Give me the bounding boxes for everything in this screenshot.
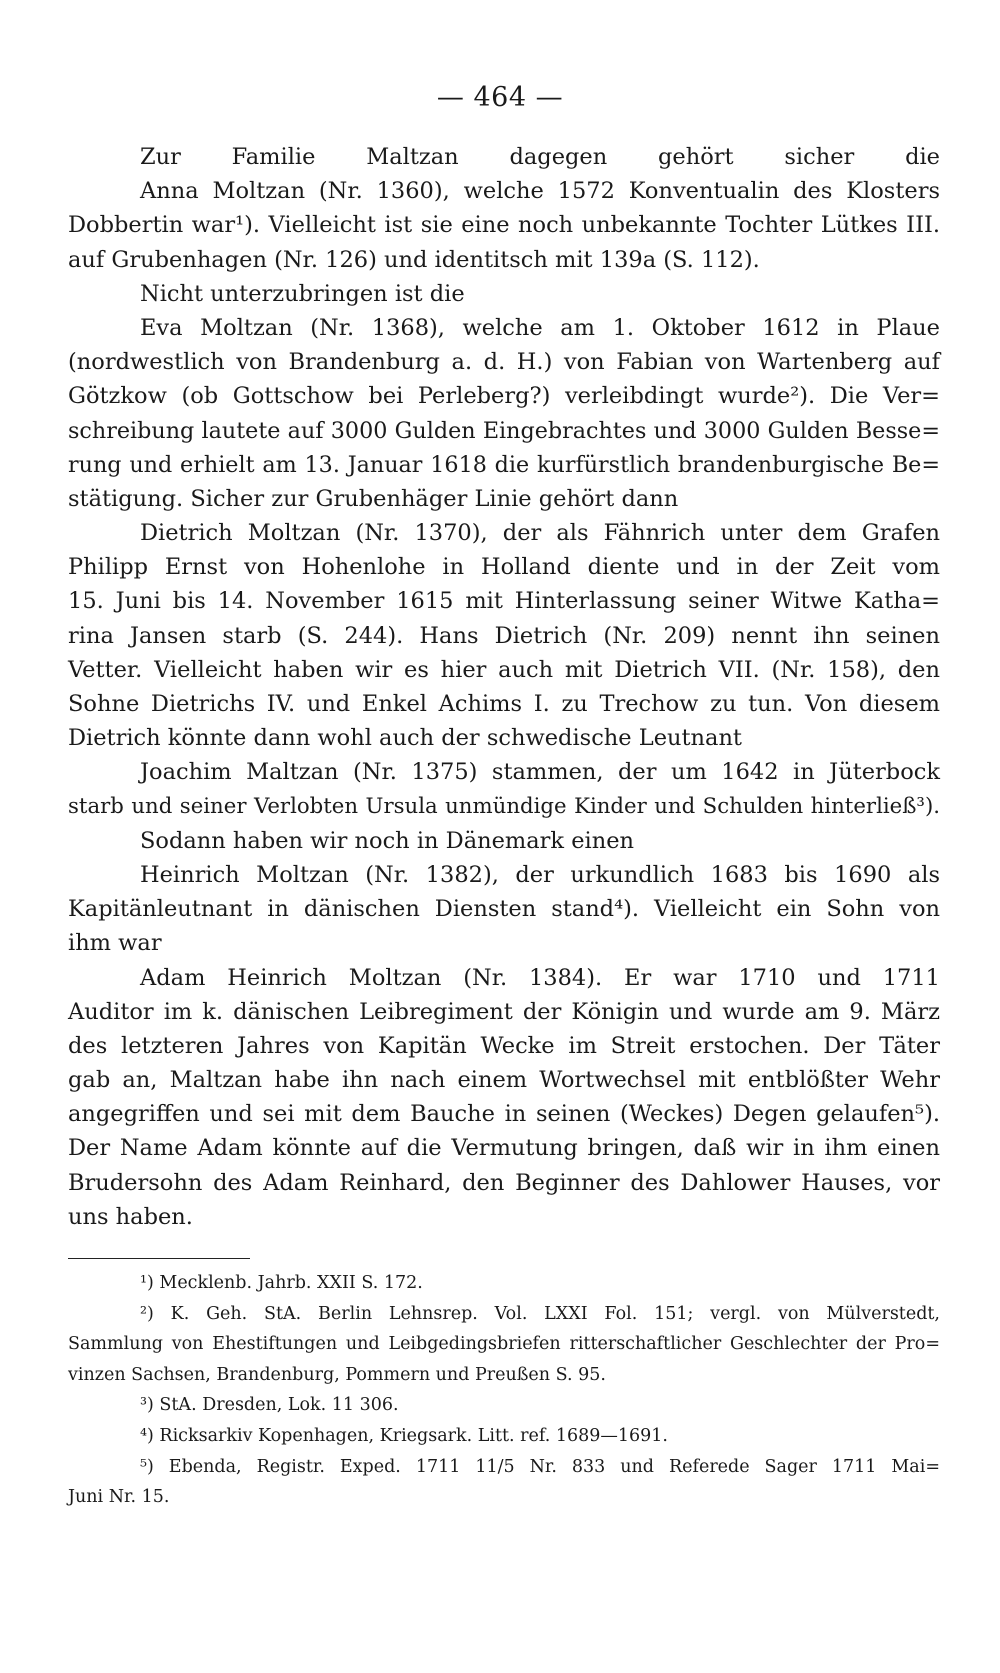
body-line: schreibung lautete auf 3000 Gulden Eingebrachtes und 3000 Gulden Besse=	[68, 417, 940, 444]
body-line: Philipp Ernst von Hohenlohe in Holland diente und in der Zeit vom	[68, 554, 940, 581]
body-text	[68, 140, 940, 1234]
body-line: rung und erhielt am 13. Januar 1618 die kurfürstlich brandenburgische Be=	[68, 451, 940, 478]
footnote-line: ¹) Mecklenb. Jahrb. XXII S. 172.	[140, 1273, 423, 1293]
body-line: angegriffen und sei mit dem Bauche in seinen (Weckes) Degen gelaufen⁵).	[68, 1101, 940, 1128]
footnote-divider	[68, 1258, 250, 1259]
body-line: des letzteren Jahres von Kapitän Wecke im Streit erstochen. Der Täter	[68, 1032, 940, 1059]
body-line: Kapitänleutnant in dänischen Diensten stand⁴). Vielleicht ein Sohn von	[68, 896, 940, 923]
body-line: Joachim Maltzan (Nr. 1375) stammen, der um 1642 in Jüterbock	[140, 759, 940, 786]
body-line: ihm war	[68, 930, 162, 957]
footnote-line: ⁵) Ebenda, Registr. Exped. 1711 11/5 Nr. 833 und Referede Sager 1711 Mai=	[140, 1456, 940, 1477]
body-line: stätigung. Sicher zur Grubenhäger Linie gehört dann	[68, 485, 679, 512]
body-line: Heinrich Moltzan (Nr. 1382), der urkundlich 1683 bis 1690 als	[140, 861, 940, 888]
body-line: 15. Juni bis 14. November 1615 mit Hinterlassung seiner Witwe Katha=	[68, 588, 940, 615]
body-line: Dietrich könnte dann wohl auch der schwedische Leutnant	[68, 725, 742, 752]
body-line: Dobbertin war¹). Vielleicht ist sie eine noch unbekannte Tochter Lütkes III.	[68, 212, 940, 239]
body-line: Vetter. Vielleicht haben wir es hier auch mit Dietrich VII. (Nr. 158), den	[68, 656, 940, 683]
body-line: Auditor im k. dänischen Leibregiment der Königin und wurde am 9. März	[68, 998, 940, 1025]
body-line: rina Jansen starb (S. 244). Hans Dietrich (Nr. 209) nennt ihn seinen	[68, 622, 940, 649]
body-line: starb und seiner Verlobten Ursula unmündige Kinder und Schulden hinterließ³).	[68, 793, 940, 819]
body-line: Zur Familie Maltzan dagegen gehört sicher die	[140, 144, 940, 170]
body-line: Eva Moltzan (Nr. 1368), welche am 1. Oktober 1612 in Plaue	[140, 314, 940, 341]
body-line: auf Grubenhagen (Nr. 126) und identitsch mit 139a (S. 112).	[68, 246, 760, 273]
body-line: Adam Heinrich Moltzan (Nr. 1384). Er war 1710 und 1711	[140, 964, 940, 991]
body-line: gab an, Maltzan habe ihn nach einem Wortwechsel mit entblößter Wehr	[68, 1067, 940, 1094]
body-line: Der Name Adam könnte auf die Vermutung bringen, daß wir in ihm einen	[68, 1135, 940, 1162]
footnote-line: ³) StA. Dresden, Lok. 11 306.	[140, 1395, 399, 1416]
body-line: Sodann haben wir noch in Dänemark einen	[140, 827, 635, 854]
footnotes	[68, 1268, 940, 1513]
body-line: Nicht unterzubringen ist die	[140, 280, 465, 307]
footnote-line: ²) K. Geh. StA. Berlin Lehnsrep. Vol. LXXI Fol. 151; vergl. von Mülverstedt,	[140, 1303, 940, 1324]
body-line: Sohne Dietrichs IV. und Enkel Achims I. zu Trechow zu tun. Von diesem	[68, 691, 940, 717]
body-line: Anna Moltzan (Nr. 1360), welche 1572 Konventualin des Klosters	[140, 178, 940, 205]
body-line: uns haben.	[68, 1203, 193, 1230]
page-number: — 464 —	[436, 82, 564, 113]
footnote-line: vinzen Sachsen, Brandenburg, Pommern und Preußen S. 95.	[68, 1364, 606, 1385]
body-line: (nordwestlich von Brandenburg a. d. H.) von Fabian von Wartenberg auf	[68, 349, 940, 376]
body-line: Dietrich Moltzan (Nr. 1370), der als Fähnrich unter dem Grafen	[140, 520, 940, 547]
footnote-line: Sammlung von Ehestiftungen und Leibgedingsbriefen ritterschaftlicher Geschlechter der Pro=	[68, 1334, 940, 1355]
body-line: Götzkow (ob Gottschow bei Perleberg?) verleibdingt wurde²). Die Ver=	[68, 383, 940, 410]
body-line: Brudersohn des Adam Reinhard, den Beginner des Dahlower Hauses, vor	[68, 1169, 940, 1196]
footnote-line: Juni Nr. 15.	[68, 1487, 170, 1508]
footnote-line: ⁴) Ricksarkiv Kopenhagen, Kriegsark. Litt. ref. 1689—1691.	[140, 1425, 668, 1446]
